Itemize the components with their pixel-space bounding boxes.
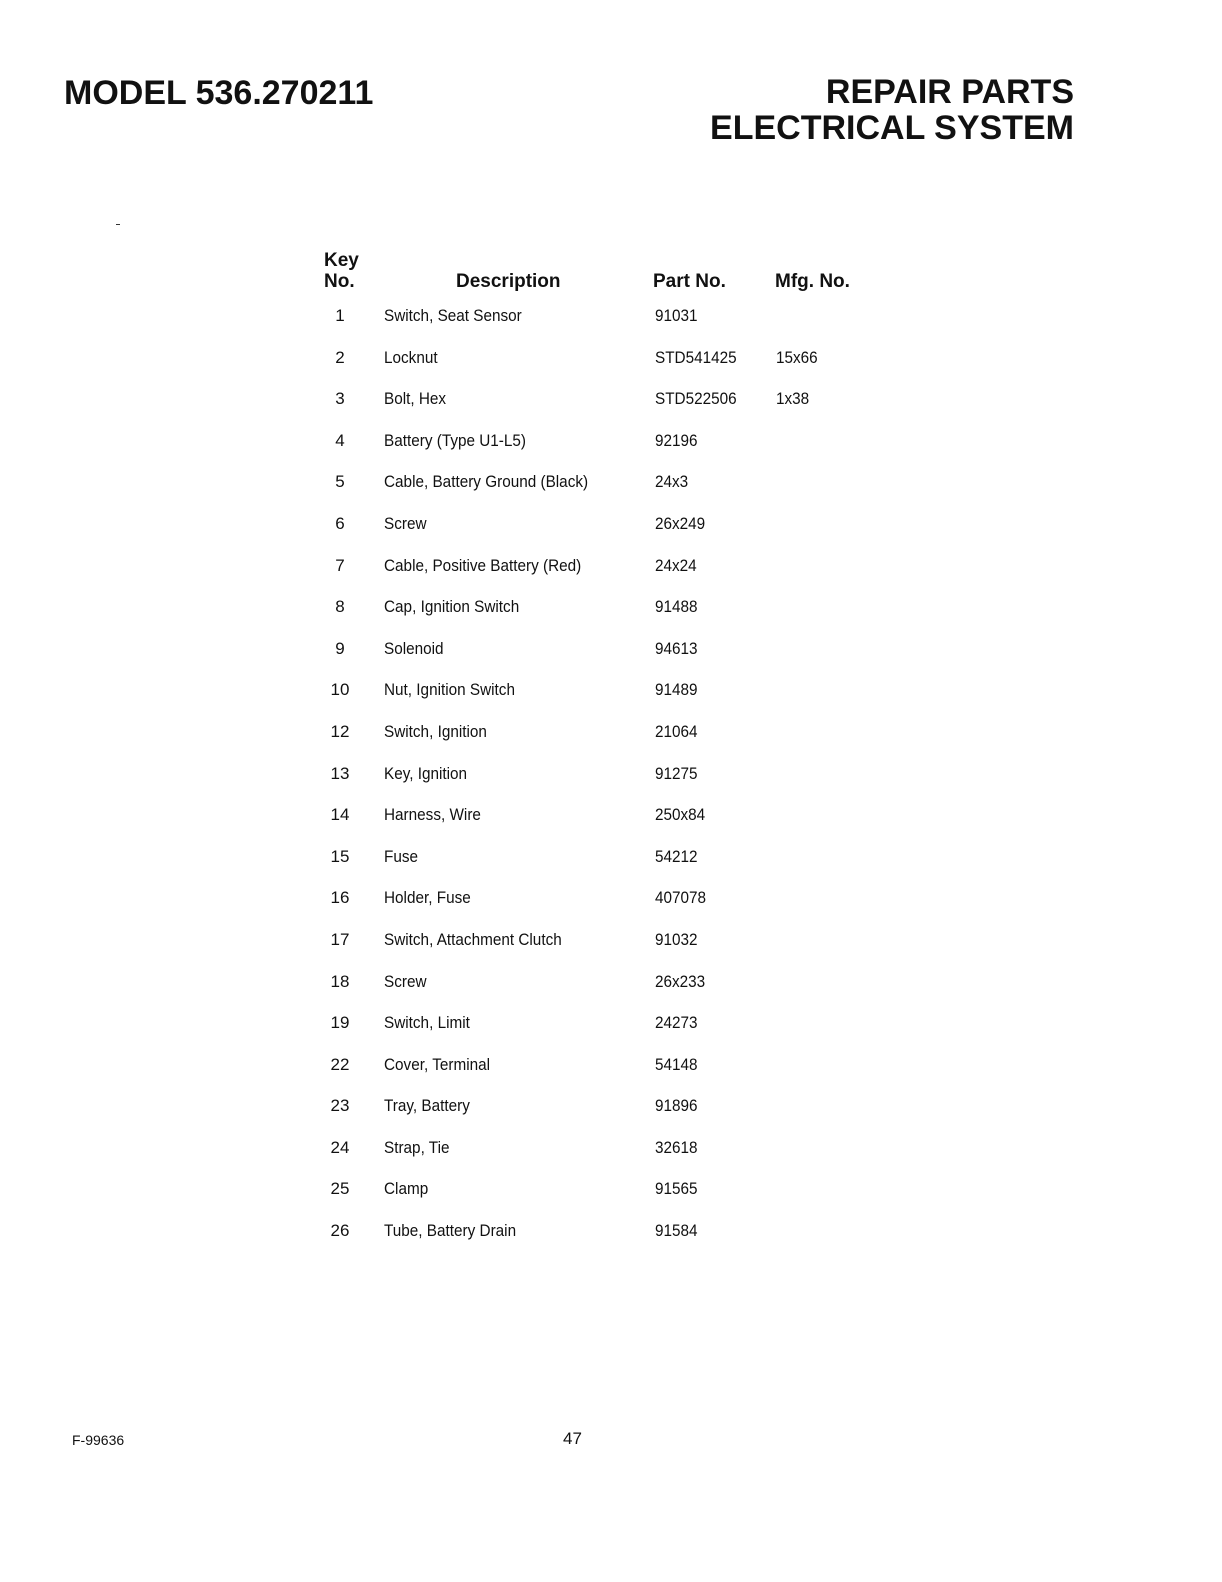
key-cell: 23	[330, 1096, 350, 1116]
header-part-no: Part No.	[653, 271, 726, 292]
table-row	[322, 888, 882, 930]
key-cell: 9	[335, 638, 345, 658]
table-row	[322, 431, 882, 473]
part-no-cell: 91565	[655, 1179, 698, 1199]
key-cell: 26	[330, 1221, 350, 1241]
part-no-cell: 91584	[655, 1221, 698, 1241]
key-cell: 25	[330, 1179, 350, 1199]
description-cell: Screw	[384, 971, 427, 991]
table-header	[322, 250, 882, 294]
table-row	[322, 1221, 882, 1263]
table-row	[322, 972, 882, 1014]
table-row	[322, 722, 882, 764]
header-key-label: Key	[324, 250, 359, 271]
description-cell: Switch, Attachment Clutch	[384, 929, 562, 949]
part-no-cell: 26x233	[655, 971, 706, 991]
description-cell: Switch, Ignition	[384, 721, 487, 741]
part-no-cell: 94613	[655, 638, 698, 658]
header-mfg-no: Mfg. No.	[775, 271, 850, 292]
key-cell: 6	[335, 513, 345, 533]
key-cell: 15	[330, 846, 350, 866]
table-row	[322, 1055, 882, 1097]
key-cell: 24	[330, 1137, 350, 1157]
description-cell: Fuse	[384, 846, 419, 866]
description-cell: Switch, Limit	[384, 1013, 470, 1033]
part-no-cell: 21064	[655, 721, 698, 741]
table-row	[322, 930, 882, 972]
description-cell: Holder, Fuse	[384, 888, 471, 908]
form-code: F-99636	[72, 1432, 125, 1448]
part-no-cell: 54148	[655, 1054, 698, 1074]
description-cell: Solenoid	[384, 638, 444, 658]
part-no-cell: 92196	[655, 430, 698, 450]
key-cell: 14	[330, 805, 350, 825]
key-cell: 2	[335, 347, 345, 367]
key-cell: 10	[330, 680, 350, 700]
header-key-no	[324, 250, 359, 292]
key-cell: 4	[335, 430, 345, 450]
part-no-cell: 407078	[655, 888, 707, 908]
part-no-cell: 91032	[655, 929, 698, 949]
mfg-no-cell: 15x66	[776, 347, 818, 367]
description-cell: Nut, Ignition Switch	[384, 680, 515, 700]
part-no-cell: 91275	[655, 763, 698, 783]
header-no-label: No.	[324, 271, 355, 292]
key-cell: 18	[330, 971, 350, 991]
description-cell: Tube, Battery Drain	[384, 1221, 517, 1241]
part-no-cell: 91489	[655, 680, 698, 700]
heading-line-repair-parts: REPAIR PARTS	[825, 73, 1074, 111]
key-cell: 7	[335, 555, 345, 575]
table-row	[322, 389, 882, 431]
table-row	[322, 1138, 882, 1180]
description-cell: Locknut	[384, 347, 438, 367]
table-row	[322, 348, 882, 390]
page-number: 47	[563, 1429, 582, 1448]
table-body	[322, 306, 882, 1263]
parts-table	[322, 250, 882, 1241]
table-row	[322, 514, 882, 556]
key-cell: 5	[335, 472, 345, 492]
key-cell: 1	[335, 306, 345, 325]
table-row	[322, 847, 882, 889]
table-row	[322, 556, 882, 598]
part-no-cell: 24x3	[655, 472, 689, 492]
description-cell: Key, Ignition	[384, 763, 468, 783]
table-row	[322, 1096, 882, 1138]
table-row	[322, 764, 882, 806]
key-cell: 16	[330, 888, 350, 908]
part-no-cell: 91896	[655, 1096, 698, 1116]
description-cell: Tray, Battery	[384, 1096, 470, 1116]
part-no-cell: 91031	[655, 306, 698, 325]
table-row	[322, 805, 882, 847]
header-description: Description	[456, 271, 561, 292]
key-cell: 3	[335, 389, 345, 409]
part-no-cell: STD541425	[655, 347, 737, 367]
table-row	[322, 597, 882, 639]
table-row	[322, 306, 882, 348]
key-cell: 12	[330, 721, 350, 741]
section-heading	[710, 74, 1074, 146]
part-no-cell: 24273	[655, 1013, 698, 1033]
scan-mark	[116, 224, 120, 225]
table-row	[322, 680, 882, 722]
part-no-cell: 91488	[655, 597, 698, 617]
part-no-cell: 26x249	[655, 513, 706, 533]
part-no-cell: 250x84	[655, 805, 706, 825]
mfg-no-cell: 1x38	[776, 389, 810, 409]
part-no-cell: STD522506	[655, 389, 737, 409]
key-cell: 8	[335, 597, 345, 617]
part-no-cell: 32618	[655, 1137, 698, 1157]
description-cell: Switch, Seat Sensor	[384, 306, 522, 325]
description-cell: Screw	[384, 513, 427, 533]
table-row	[322, 639, 882, 681]
key-cell: 19	[330, 1013, 350, 1033]
part-no-cell: 24x24	[655, 555, 697, 575]
description-cell: Strap, Tie	[384, 1137, 450, 1157]
table-row	[322, 1013, 882, 1055]
key-cell: 13	[330, 763, 350, 783]
table-row	[322, 472, 882, 514]
description-cell: Battery (Type U1-L5)	[384, 430, 527, 450]
key-cell: 22	[330, 1054, 350, 1074]
heading-line-electrical-system: ELECTRICAL SYSTEM	[710, 109, 1074, 147]
table-row	[322, 1179, 882, 1221]
description-cell: Cable, Positive Battery (Red)	[384, 555, 582, 575]
part-no-cell: 54212	[655, 846, 698, 866]
description-cell: Harness, Wire	[384, 805, 481, 825]
description-cell: Clamp	[384, 1179, 429, 1199]
model-title: MODEL 536.270211	[64, 74, 374, 112]
key-cell: 17	[330, 929, 350, 949]
description-cell: Bolt, Hex	[384, 389, 447, 409]
description-cell: Cable, Battery Ground (Black)	[384, 472, 589, 492]
description-cell: Cover, Terminal	[384, 1054, 491, 1074]
description-cell: Cap, Ignition Switch	[384, 597, 520, 617]
